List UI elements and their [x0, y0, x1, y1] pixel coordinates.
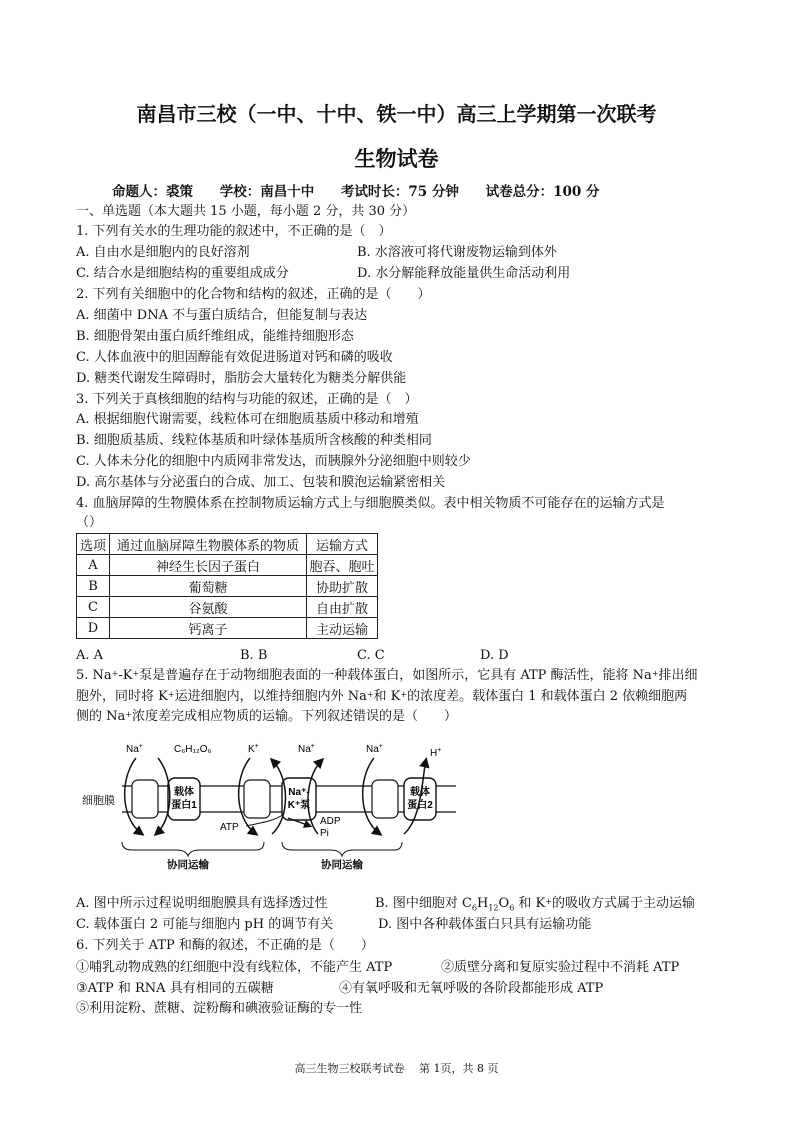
adp-label: ADP: [320, 816, 341, 827]
q1-option-d: D. 水分解能释放能量供生命活动利用: [357, 266, 571, 281]
q3-stem: 3. 下列关于真核细胞的结构与功能的叙述，正确的是（ ）: [76, 392, 418, 407]
na-k-pump: [282, 778, 316, 820]
q3-option-b: B. 细胞质基质、线粒体基质和叶绿体基质所含核酸的种类相同: [76, 433, 432, 448]
q4-table: [76, 533, 378, 639]
table-cell: 神经生长因子蛋白: [110, 555, 307, 576]
cotransport-bracket-2: [282, 842, 402, 856]
q4-option-c: C. C: [357, 648, 385, 663]
svg-text:蛋白2: 蛋白2: [407, 800, 433, 811]
q4-stem-paren: （）: [76, 515, 103, 530]
q6-statement-4: ④有氧呼吸和无氧呼吸的各阶段都能形成 ATP: [339, 981, 604, 996]
q6-statement-1: ①哺乳动物成熟的红细胞中没有线粒体，不能产生 ATP: [76, 960, 393, 975]
table-row: [77, 555, 378, 576]
table-row: [77, 576, 378, 597]
q4-option-a: A. A: [76, 648, 104, 663]
q5-stem-line2: 胞外，同时将 K+运进细胞内，以维持细胞内外 Na+和 K+的浓度差。载体蛋白 1 和载体蛋白 2 依赖细胞两: [76, 689, 688, 704]
channel-protein-k: [244, 780, 270, 818]
transport-diagram: [76, 738, 456, 870]
q6-statement-2: ②质壁分离和复原实验过程中不消耗 ATP: [441, 960, 680, 975]
table-cell: A: [77, 555, 110, 576]
duration: 考试时长：75 分钟: [340, 184, 459, 200]
table-cell: 主动运输: [307, 618, 378, 639]
table-row: [77, 597, 378, 618]
glucose-label: C₆H₁₂O₆: [174, 744, 212, 755]
table-header-cell: 选项: [77, 534, 110, 555]
table-cell: 自由扩散: [307, 597, 378, 618]
svg-text:Na⁺-: Na⁺-: [288, 787, 310, 798]
q3-option-a: A. 根据细胞代谢需要，线粒体可在细胞质基质中移动和增殖: [76, 412, 419, 427]
na-label-3: Na+: [366, 743, 383, 755]
exam-meta: [112, 180, 600, 200]
section-heading: 一、单选题（本大题共 15 小题，每小题 2 分，共 30 分）: [76, 204, 416, 219]
q1-option-c: C. 结合水是细胞结构的重要组成成分: [76, 266, 289, 281]
table-header-cell: 运输方式: [307, 534, 378, 555]
q5-option-b: B. 图中细胞对 $C_6H_{12}O_6$ 和 K+的吸收方式属于主动运输: [375, 896, 695, 913]
total-score: 试卷总分：100 分: [485, 184, 600, 200]
subject-title: 生物试卷: [354, 146, 439, 171]
q5-option-a: A. 图中所示过程说明细胞膜具有选择透过性: [76, 896, 328, 911]
svg-text:K⁺泵: K⁺泵: [287, 800, 311, 811]
q3-option-d: D. 高尔基体与分泌蛋白的合成、加工、包装和膜泡运输紧密相关: [76, 475, 446, 490]
svg-text:载体: 载体: [174, 787, 194, 798]
page-footer: 高三生物三校联考试卷 第 1页，共 8 页: [294, 1062, 499, 1075]
q6-statement-5: ⑤利用淀粉、蔗糖、淀粉酶和碘液验证酶的专一性: [76, 1001, 363, 1016]
q5-option-c: C. 载体蛋白 2 可能与细胞内 pH 的调节有关: [76, 917, 334, 932]
q4-option-d: D. D: [480, 648, 509, 663]
k-label: K+: [248, 743, 259, 755]
cotransport-label-1: 协同运输: [167, 859, 209, 870]
table-cell: 钙离子: [110, 618, 307, 639]
q1-option-a: A. 自由水是细胞内的良好溶剂: [76, 245, 250, 260]
q6-stem: 6. 下列关于 ATP 和酶的叙述，不正确的是（ ）: [76, 938, 374, 953]
table-row: [77, 618, 378, 639]
membrane-label: 细胞膜: [82, 795, 115, 807]
q2-option-d: D. 糖类代谢发生障碍时，脂肪会大量转化为糖类分解供能: [76, 371, 407, 386]
na-label-1: Na+: [126, 743, 143, 755]
q2-stem: 2. 下列有关细胞中的化合物和结构的叙述，正确的是（ ）: [76, 287, 431, 302]
channel-protein-3: [372, 780, 398, 818]
q1-stem: 1. 下列有关水的生理功能的叙述中，不正确的是（ ）: [76, 224, 392, 239]
table-cell: 胞吞、胞吐: [307, 555, 378, 576]
cotransport-bracket-1: [122, 842, 264, 856]
q2-option-a: A. 细菌中 DNA 不与蛋白质结合，但能复制与表达: [76, 308, 368, 323]
table-cell: D: [77, 618, 110, 639]
table-cell: 协助扩散: [307, 576, 378, 597]
table-cell: 葡萄糖: [110, 576, 307, 597]
q4-option-b: B. B: [240, 648, 268, 663]
carrier-protein-1: [168, 778, 200, 820]
q2-option-c: C. 人体血液中的胆固醇能有效促进肠道对钙和磷的吸收: [76, 350, 393, 365]
svg-text:载体: 载体: [410, 787, 430, 798]
svg-text:蛋白1: 蛋白1: [171, 800, 197, 811]
q4-stem: 4. 血脑屏障的生物膜体系在控制物质运输方式上与细胞膜类似。表中相关物质不可能存在的运输方式是: [76, 496, 665, 511]
table-header-cell: 通过血脑屏障生物膜体系的物质: [110, 534, 307, 555]
h-label: H+: [430, 747, 442, 759]
q2-option-b: B. 细胞骨架由蛋白质纤维组成，能维持细胞形态: [76, 329, 354, 344]
school: 学校：南昌十中: [219, 184, 315, 200]
q6-statement-3: ③ATP 和 RNA 具有相同的五碳糖: [76, 981, 274, 996]
pi-label: Pi: [320, 828, 329, 839]
na-label-2: Na+: [298, 743, 315, 755]
table-header-row: [77, 534, 378, 555]
cotransport-label-2: 协同运输: [321, 859, 363, 870]
channel-protein-1: [132, 780, 158, 818]
author: 命题人：裘策: [112, 184, 193, 200]
q1-option-b: B. 水溶液可将代谢废物运输到体外: [357, 245, 557, 260]
q5-stem-line1: 5. Na+-K+泵是普遍存在于动物细胞表面的一种载体蛋白，如图所示，它具有 ATP 酶活性，能将 Na+排出细: [76, 668, 698, 683]
q5-option-d: D. 图中各种载体蛋白只具有运输功能: [378, 917, 592, 932]
q3-option-c: C. 人体未分化的细胞中内质网非常发达，而胰腺外分泌细胞中则较少: [76, 454, 471, 469]
atp-label: ATP: [220, 822, 239, 833]
table-cell: B: [77, 576, 110, 597]
table-cell: C: [77, 597, 110, 618]
table-cell: 谷氨酸: [110, 597, 307, 618]
exam-title: 南昌市三校（一中、十中、铁一中）高三上学期第一次联考: [136, 102, 657, 126]
q5-stem-line3: 侧的 Na+浓度差完成相应物质的运输。下列叙述错误的是（ ）: [76, 709, 457, 724]
